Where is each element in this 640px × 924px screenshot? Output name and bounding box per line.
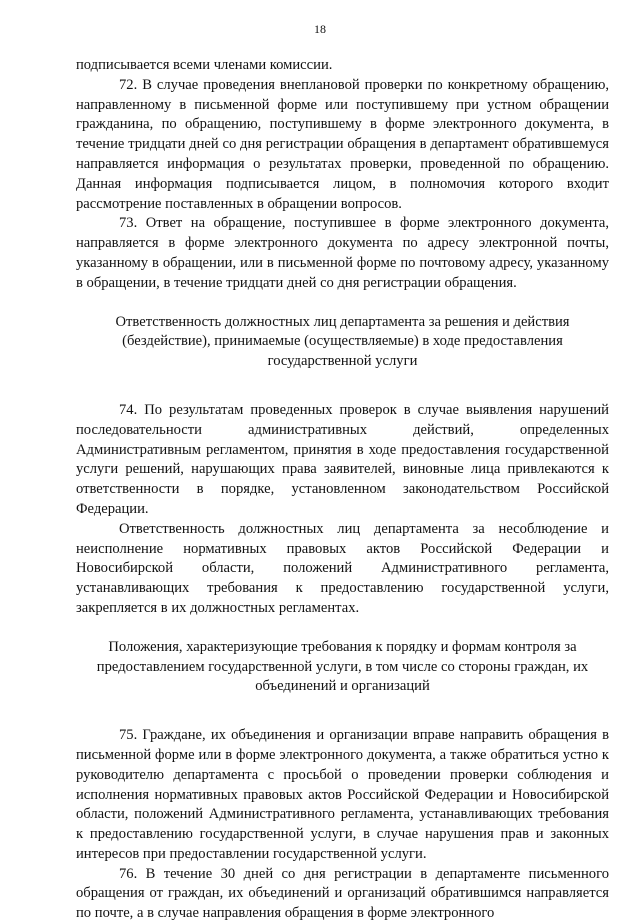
paragraph-74-responsibility: Ответственность должностных лиц департамента за несоблюдение и неисполнение нормативных правовых актов Российской Федерации и Новосибирской области, положений Административного регламента, устанавливающих требования к предоставлению государственной услуги, закрепляется в их должностных регламентах.: [76, 520, 609, 616]
paragraph-continuation: подписывается всеми членами комиссии.: [76, 57, 333, 73]
paragraph-72: 72. В случае проведения внеплановой проверки по конкретному обращению, направленному в письменной форме или поступившему при устном обращении гражданина, по обращению, поступившему в форме электронного документа, в течение тридцати дней со дня регистрации обращения в департамент обратившемуся направляется информация о результатах проверки, проведенной по обращению. Данная информация подписывается лицом, в полномочия которого входит рассмотрение поставленных в обращении вопросов.: [76, 76, 609, 212]
paragraph-73: 73. Ответ на обращение, поступившее в форме электронного документа, направляется в форме электронного документа по адресу электронной почты, указанному в обращении, или в письменной форме по почтовому адресу, указанному в обращении, в течение тридцати дней со дня регистрации обращения.: [76, 215, 609, 291]
document-body: [76, 56, 609, 924]
section-heading-control: Положения, характеризующие требования к порядку и формам контроля за предоставлением государственной услуги, в том числе со стороны граждан, их объединений и организаций: [96, 638, 589, 695]
paragraph-76: 76. В течение 30 дней со дня регистрации в департаменте письменного обращения от граждан, их объединений и организаций обратившимся направляется по почте, а в случае направления обращения в форме электронного: [76, 865, 609, 922]
section-heading-responsibility: Ответственность должностных лиц департамента за решения и действия (бездействие), принимаемые (осуществляемые) в ходе предоставления государственной услуги: [115, 313, 570, 370]
paragraph-74: 74. По результатам проведенных проверок в случае выявления нарушений последовательности административных действий, определенных Административным регламентом, принятия в ходе предоставления государственной услуги решений, нарушающих права заявителей, виновные лица привлекаются к ответственности в порядке, установленном законодательством Российской Федерации.: [76, 401, 609, 517]
page-number: 18: [314, 22, 326, 36]
paragraph-75: 75. Граждане, их объединения и организации вправе направить обращения в письменной форме или в форме электронного документа, а также обратиться устно к руководителю департамента с просьбой о проведении проверки соблюдения и исполнения нормативных правовых актов Российской Федерации и Новосибирской области, положений Административного регламента, устанавливающих требования к предоставлению государственной услуги, в случае нарушения прав и законных интересов при предоставлении государственной услуги.: [76, 727, 609, 862]
